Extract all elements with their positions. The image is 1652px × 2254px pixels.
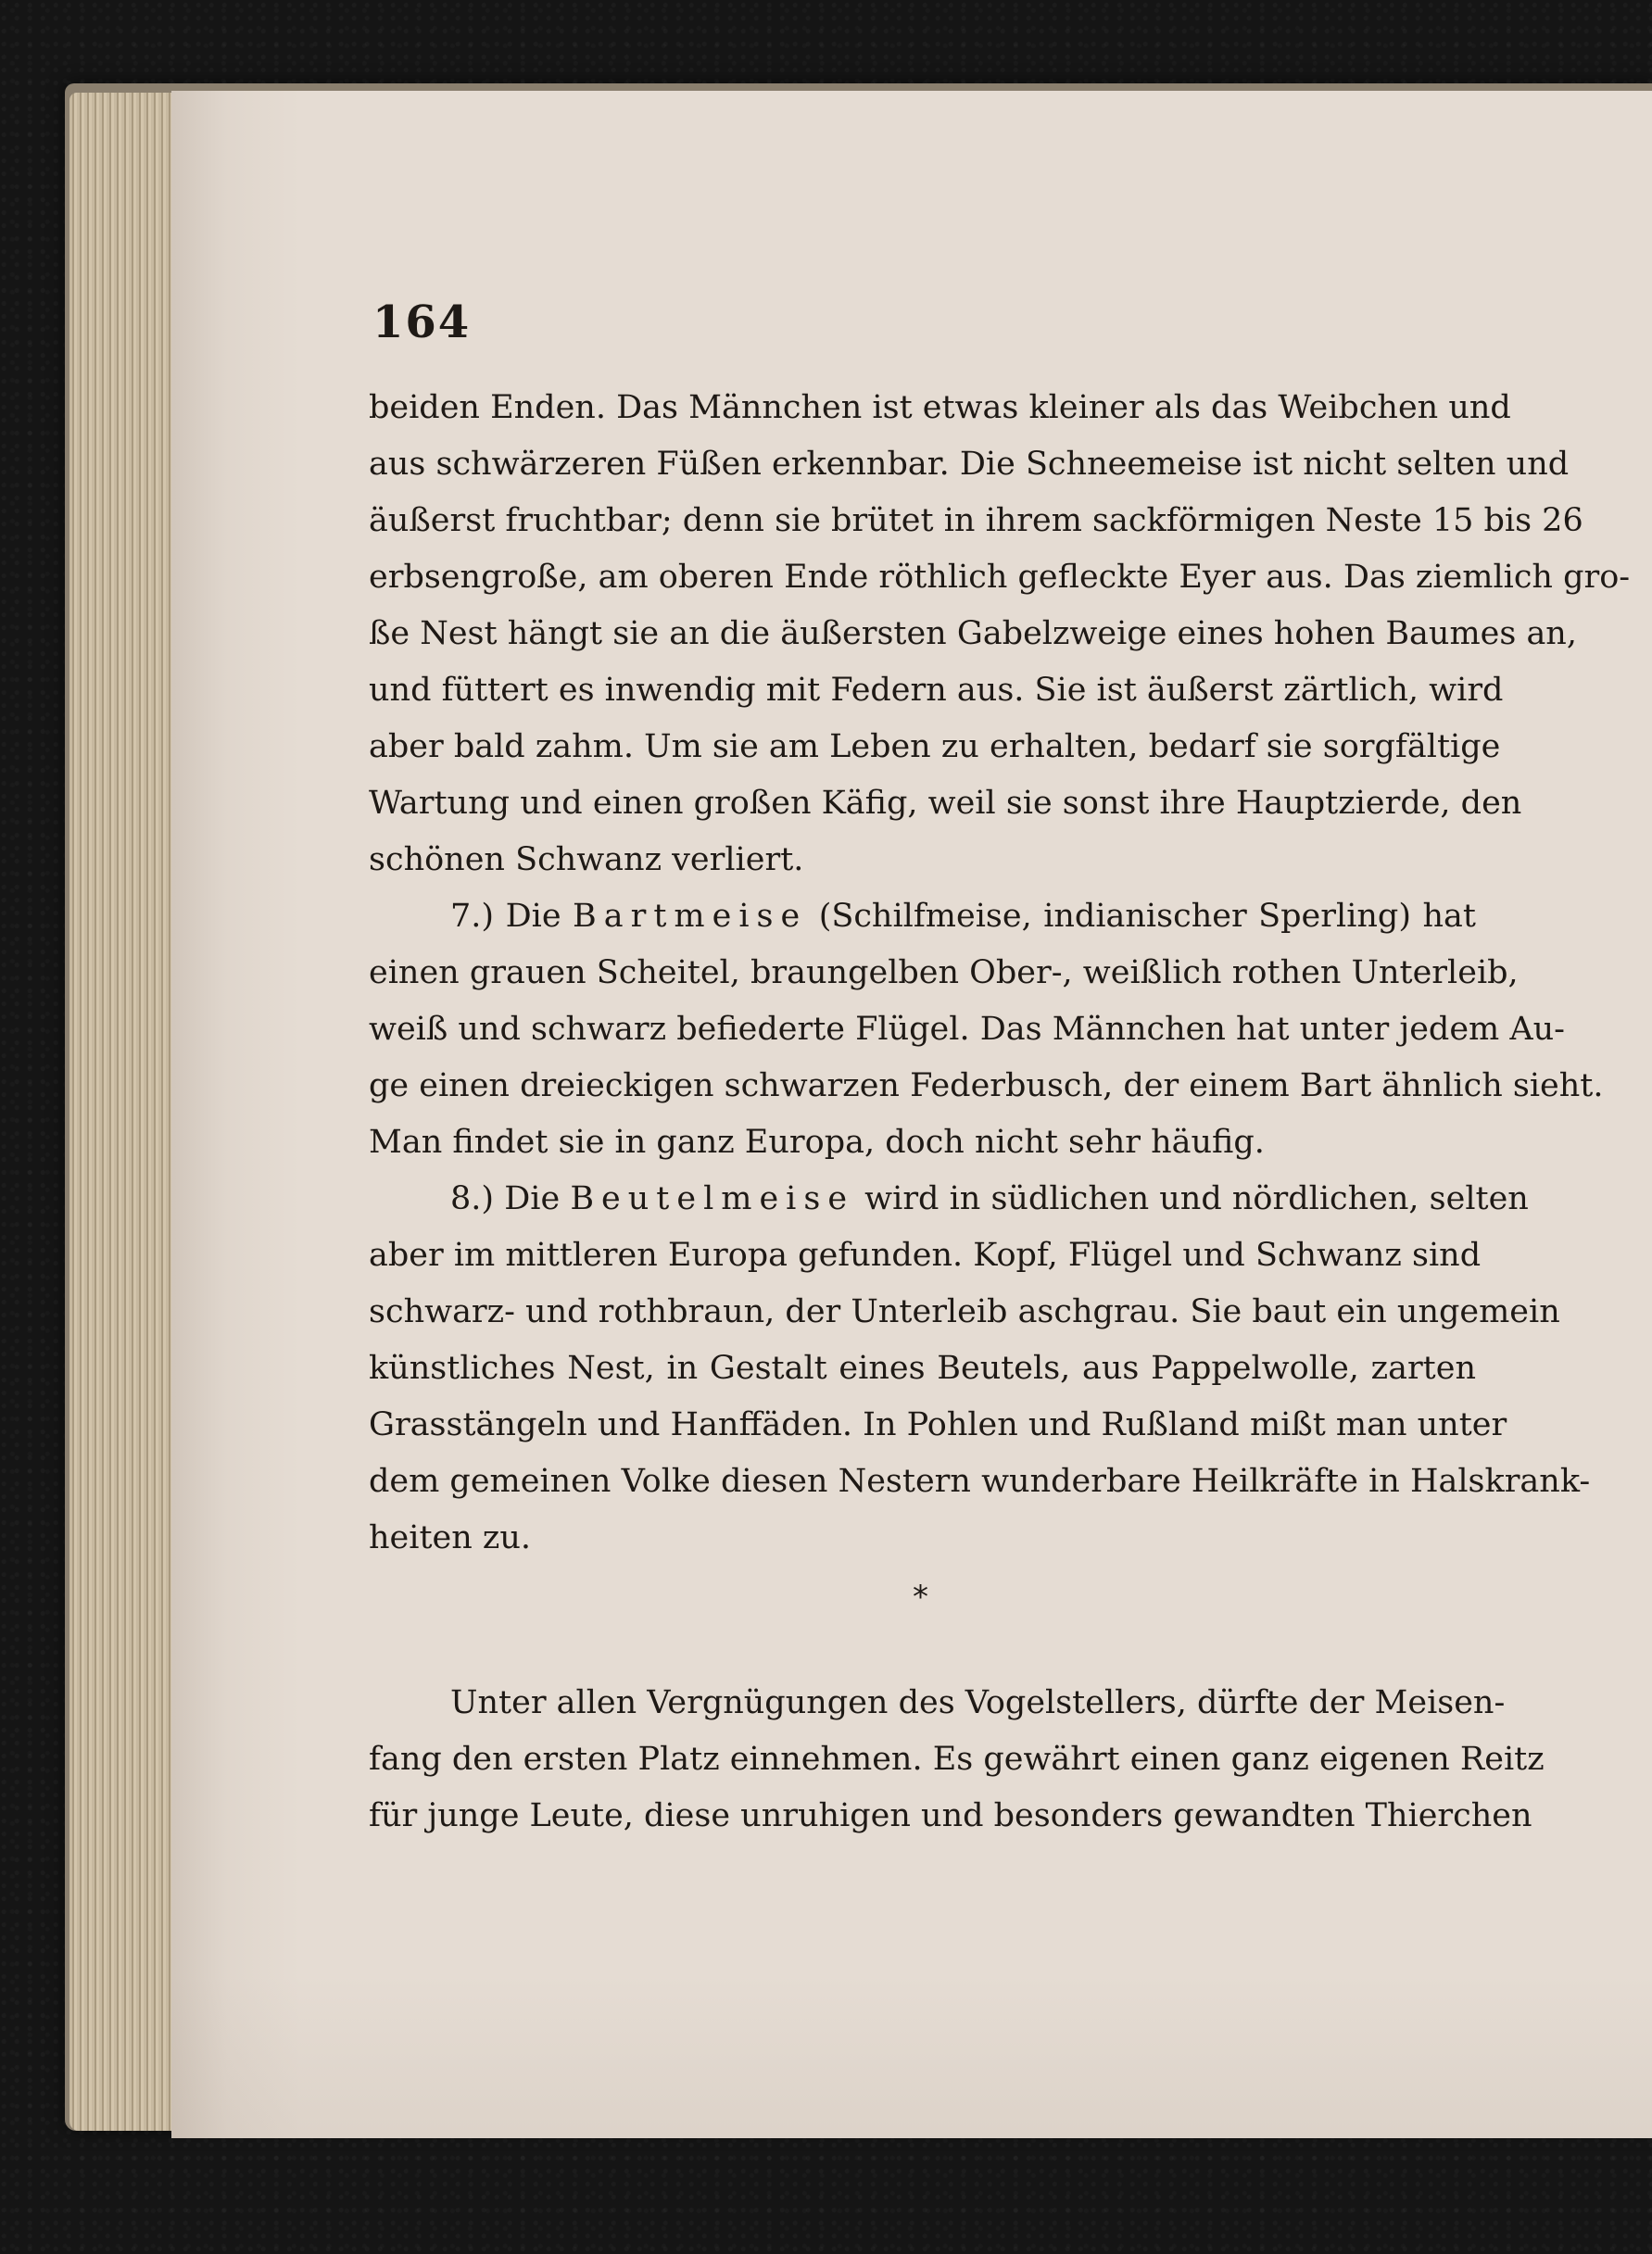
text-line: einen grauen Scheitel, braungelben Ober-, weißlich rothen Unterleib, <box>369 954 1519 991</box>
main-text <box>369 380 1631 1567</box>
main-text-continued <box>369 1675 1545 1845</box>
text-line: Unter allen Vergnügungen des Vogelstellers, dürfte der Meisen- <box>450 1684 1506 1721</box>
article: Die <box>504 1180 561 1217</box>
text-span: wird in südlichen und nördlichen, selten <box>864 1180 1529 1217</box>
text-line: aber im mittleren Europa gefunden. Kopf, Flügel und Schwanz sind <box>369 1237 1482 1274</box>
text-line: aber bald zahm. Um sie am Leben zu erhalten, bedarf sie sorgfältige <box>369 728 1501 765</box>
text-line: heiten zu. <box>369 1519 531 1556</box>
text-line: Wartung und einen großen Käfig, weil sie sonst ihre Hauptzierde, den <box>369 785 1522 822</box>
text-line: dem gemeinen Volke diesen Nestern wunderbare Heilkräfte in Halskrank- <box>369 1463 1591 1500</box>
text-line: beiden Enden. Das Männchen ist etwas kleiner als das Weibchen und <box>369 389 1511 426</box>
text-line: schönen Schwanz verliert. <box>369 841 804 878</box>
species-name: Bartmeise <box>573 898 808 935</box>
item-number: 7.) <box>450 898 495 935</box>
text-line: fang den ersten Platz einnehmen. Es gewährt einen ganz eigenen Reitz <box>369 1741 1545 1778</box>
text-line: weiß und schwarz befiederte Flügel. Das Männchen hat unter jedem Au- <box>369 1011 1566 1048</box>
text-line: Grasstängeln und Hanffäden. In Pohlen und Rußland mißt man unter <box>369 1406 1507 1443</box>
paragraph-beutelmeise-first-line <box>369 1171 1529 1228</box>
text-line: schwarz- und rothbraun, der Unterleib aschgrau. Sie baut ein ungemein <box>369 1293 1560 1330</box>
species-name: Beutelmeise <box>570 1180 855 1217</box>
text-line: erbsengroße, am oberen Ende röthlich gefleckte Eyer aus. Das ziemlich gro- <box>369 559 1631 596</box>
section-separator: * <box>913 1579 928 1616</box>
item-number: 8.) <box>450 1180 495 1217</box>
text-line: äußerst fruchtbar; denn sie brütet in ihrem sackförmigen Neste 15 bis 26 <box>369 502 1583 539</box>
text-line: für junge Leute, diese unruhigen und besonders gewandten Thierchen <box>369 1797 1532 1834</box>
page-number: 164 <box>372 296 472 348</box>
text-line: ße Nest hängt sie an die äußersten Gabelzweige eines hohen Baumes an, <box>369 615 1577 652</box>
text-span: (Schilfmeise, indianischer Sperling) hat <box>818 898 1476 935</box>
text-line: ge einen dreieckigen schwarzen Federbusch, der einem Bart ähnlich sieht. <box>369 1067 1604 1104</box>
text-line: aus schwärzeren Füßen erkennbar. Die Schneemeise ist nicht selten und <box>369 446 1570 483</box>
article: Die <box>505 898 561 935</box>
text-line: und füttert es inwendig mit Federn aus. Sie ist äußerst zärtlich, wird <box>369 672 1504 709</box>
text-line: künstliches Nest, in Gestalt eines Beutels, aus Pappelwolle, zarten <box>369 1350 1476 1387</box>
page-edges <box>69 93 171 2131</box>
paragraph-bartmeise-first-line <box>369 888 1476 945</box>
text-line: Man findet sie in ganz Europa, doch nicht sehr häufig. <box>369 1124 1265 1161</box>
